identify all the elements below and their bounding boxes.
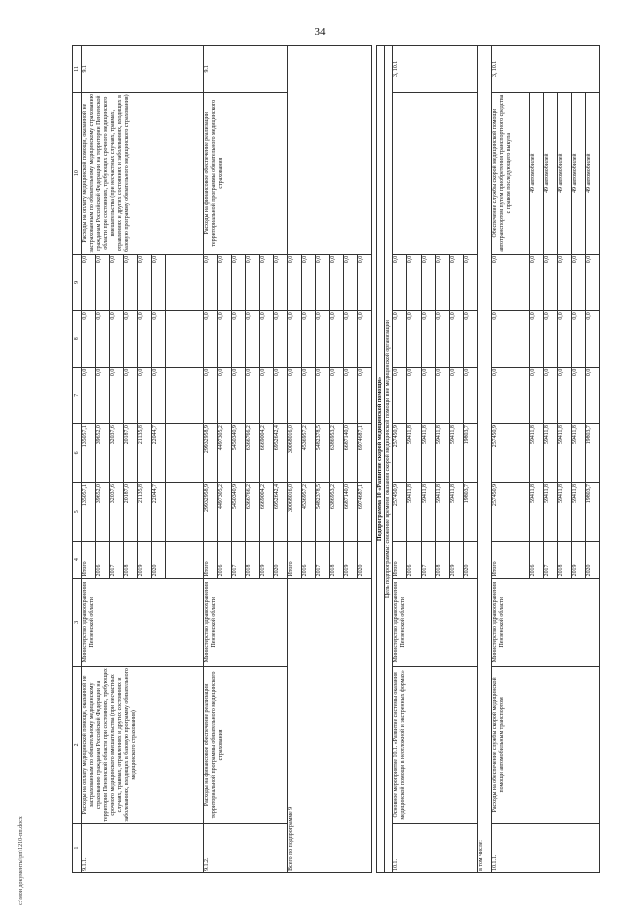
value: 5482378,5 (316, 423, 330, 482)
value: 0,0 (435, 254, 449, 310)
value: 0,0 (288, 367, 302, 423)
section-title-row (377, 46, 385, 873)
executor: Министерство здравоохранения Пензенской области (204, 578, 288, 666)
value: 6974687,1 (358, 423, 372, 482)
value: 22044,7 (152, 423, 166, 482)
value: 257450,9 (491, 423, 529, 482)
value: 0,0 (449, 254, 463, 310)
value: 59411,8 (435, 482, 449, 541)
table-row (491, 46, 529, 873)
year: Итого (288, 541, 302, 578)
col-header: 5 (73, 482, 82, 541)
value: 0,0 (138, 254, 152, 310)
value: 21135,8 (138, 482, 152, 541)
year: 2020 (358, 541, 372, 578)
value: 257450,9 (491, 482, 529, 541)
table-row (288, 46, 302, 873)
value: 0,0 (82, 254, 96, 310)
link: 3, 10.1 (393, 46, 477, 93)
including-label: в том числе: (477, 46, 491, 873)
value: 0,0 (204, 367, 218, 423)
row-number: 9.1.1. (82, 823, 204, 872)
value: 0,0 (358, 254, 372, 310)
value: 0,0 (571, 311, 585, 367)
value: 0,0 (421, 311, 435, 367)
value: 6687140,0 (344, 423, 358, 482)
subprogram-total-label: Всего по подпрограмме 9 (288, 578, 372, 872)
value: 135057,1 (82, 423, 96, 482)
value: 135057,1 (82, 482, 96, 541)
value: 0,0 (302, 367, 316, 423)
value: 0,0 (435, 367, 449, 423)
value: 6669004,2 (260, 482, 274, 541)
value: 29932958,9 (204, 423, 218, 482)
value: 0,0 (138, 367, 152, 423)
value: 0,0 (491, 254, 529, 310)
value: 59411,8 (571, 482, 585, 541)
value: 29932958,9 (204, 482, 218, 541)
link: 3, 10.1 (491, 46, 599, 93)
value: 0,0 (218, 254, 232, 310)
table-row (82, 46, 96, 873)
table-row (393, 46, 407, 873)
indicator-value: 49 автомобилей (543, 92, 557, 254)
value: 0,0 (529, 367, 543, 423)
year: 2020 (152, 541, 166, 578)
section-goal: Цель подпрограммы: снижение времени оказания скорой медицинской помощи вне медицинской организации (385, 46, 393, 873)
value: 0,0 (204, 311, 218, 367)
value: 0,0 (232, 254, 246, 310)
value: 20187,0 (124, 482, 138, 541)
value: 0,0 (124, 254, 138, 310)
value: 59411,8 (407, 423, 421, 482)
year: Итого (491, 541, 529, 578)
value: 257450,9 (393, 482, 407, 541)
year: 2016 (218, 541, 232, 578)
value: 4536957,2 (302, 482, 316, 541)
col-header: 3 (73, 578, 82, 666)
year: 2017 (232, 541, 246, 578)
value: 5482378,5 (316, 482, 330, 541)
value: 0,0 (274, 311, 288, 367)
col-header: 4 (73, 541, 82, 578)
value: 0,0 (421, 254, 435, 310)
year: 2020 (274, 541, 288, 578)
value: 0,0 (124, 367, 138, 423)
value: 0,0 (463, 311, 477, 367)
col-header: 2 (73, 666, 82, 823)
year: Итого (82, 541, 96, 578)
value: 32037,6 (110, 482, 124, 541)
value: 0,0 (463, 254, 477, 310)
value: 0,0 (463, 367, 477, 423)
value: 59411,8 (543, 482, 557, 541)
value: 21135,8 (138, 423, 152, 482)
value: 0,0 (529, 254, 543, 310)
value: 0,0 (557, 254, 571, 310)
value: 0,0 (260, 254, 274, 310)
value: 6669004,2 (260, 423, 274, 482)
value: 59411,8 (435, 423, 449, 482)
value: 6687140,0 (344, 482, 358, 541)
value: 0,0 (218, 311, 232, 367)
value: 0,0 (232, 367, 246, 423)
value: 0,0 (543, 367, 557, 423)
value: 0,0 (557, 367, 571, 423)
year: 2016 (96, 541, 110, 578)
year: 2019 (571, 541, 585, 578)
value: 0,0 (82, 311, 96, 367)
value: 0,0 (585, 367, 599, 423)
value: 0,0 (491, 311, 529, 367)
value: 59411,8 (449, 482, 463, 541)
value: 0,0 (407, 254, 421, 310)
value: 0,0 (288, 254, 302, 310)
year: Итого (204, 541, 218, 578)
file-path-footer: c:\мои документы\рп\1210-пп.docx (18, 816, 24, 905)
executor: Министерство здравоохранения Пензенской области (491, 578, 599, 666)
value: 59411,8 (407, 482, 421, 541)
col-header: 10 (73, 92, 82, 254)
value: 0,0 (232, 311, 246, 367)
year: 2018 (557, 541, 571, 578)
value: 0,0 (330, 367, 344, 423)
value: 6974687,1 (358, 482, 372, 541)
value: 0,0 (82, 367, 96, 423)
value: 5450340,9 (232, 482, 246, 541)
value: 59411,8 (421, 423, 435, 482)
value: 257450,9 (393, 423, 407, 482)
value: 0,0 (302, 254, 316, 310)
year: 2017 (543, 541, 557, 578)
value: 20187,0 (124, 423, 138, 482)
value: 0,0 (246, 254, 260, 310)
value: 59411,8 (421, 482, 435, 541)
executor: Министерство здравоохранения Пензенской области (82, 578, 204, 666)
rotated-table-container (72, 45, 600, 873)
value: 0,0 (110, 254, 124, 310)
indicator-value: 49 автомобилей (585, 92, 599, 254)
value: 0,0 (435, 311, 449, 367)
col-header: 9 (73, 254, 82, 310)
row-number: 9.1.2. (204, 823, 288, 872)
value: 59411,8 (543, 423, 557, 482)
value: 0,0 (393, 254, 407, 310)
value: 0,0 (152, 311, 166, 367)
indicator: Расходы на финансовое обеспечение реализации территориальной программы обязательного медицинского страхования (204, 92, 288, 254)
value: 5450340,9 (232, 423, 246, 482)
value: 0,0 (260, 311, 274, 367)
year: 2017 (110, 541, 124, 578)
value: 0,0 (407, 311, 421, 367)
executor: Министерство здравоохранения Пензенской области (393, 578, 477, 666)
value: 0,0 (96, 254, 110, 310)
value: 0,0 (585, 311, 599, 367)
value: 0,0 (585, 254, 599, 310)
value: 0,0 (302, 311, 316, 367)
year: 2019 (344, 541, 358, 578)
value: 4497305,2 (218, 423, 232, 482)
section-goal-row (385, 46, 393, 873)
value: 59411,8 (557, 423, 571, 482)
measure-name: Расходы на оплату медицинской помощи, оказанной не застрахованным по обязательному медицинскому страхованию гражданам Российской Федерации на территории Пензенской области при состояниях, требующих срочного медицинского вмешательства (при несчастных случаях, травмах, отравлениях и других состояниях и заболеваниях, входящих в базовую программу обязательного медицинского страхования) (82, 666, 204, 823)
value: 19803,7 (463, 423, 477, 482)
including-row (477, 46, 491, 873)
value: 30068016,0 (288, 423, 302, 482)
year: 2018 (435, 541, 449, 578)
value: 0,0 (358, 311, 372, 367)
value: 4497305,2 (218, 482, 232, 541)
value: 59411,8 (529, 423, 543, 482)
value: 0,0 (449, 367, 463, 423)
value: 39652,0 (96, 423, 110, 482)
value: 0,0 (152, 367, 166, 423)
indicator-value: 49 автомобилей (557, 92, 571, 254)
value: 6366766,2 (246, 482, 260, 541)
link: 9.1 (82, 46, 204, 93)
col-header: 8 (73, 311, 82, 367)
value: 19803,7 (463, 482, 477, 541)
value: 0,0 (393, 367, 407, 423)
row-number: 10.1. (393, 823, 477, 872)
value: 32037,6 (110, 423, 124, 482)
value: 0,0 (152, 254, 166, 310)
indicator-value: 49 автомобилей (529, 92, 543, 254)
value: 30068016,0 (288, 482, 302, 541)
row-number: 10.1.1. (491, 823, 599, 872)
measure-name: Расходы на обеспечение службы скорой медицинской помощи автомобильным транспортом (491, 666, 599, 823)
value: 0,0 (358, 367, 372, 423)
value: 0,0 (96, 367, 110, 423)
value: 59411,8 (557, 482, 571, 541)
value: 0,0 (557, 311, 571, 367)
col-header: 7 (73, 367, 82, 423)
value: 4536957,2 (302, 423, 316, 482)
year: 2016 (302, 541, 316, 578)
value: 0,0 (344, 254, 358, 310)
value: 0,0 (330, 254, 344, 310)
value: 0,0 (274, 254, 288, 310)
value: 0,0 (407, 367, 421, 423)
year: 2017 (421, 541, 435, 578)
value: 0,0 (246, 311, 260, 367)
value: 0,0 (138, 311, 152, 367)
value: 39652,0 (96, 482, 110, 541)
value: 6952642,4 (274, 423, 288, 482)
value: 59411,8 (449, 423, 463, 482)
value: 0,0 (288, 311, 302, 367)
value: 0,0 (316, 367, 330, 423)
value: 0,0 (344, 311, 358, 367)
value: 0,0 (316, 254, 330, 310)
value: 0,0 (204, 254, 218, 310)
value: 0,0 (110, 311, 124, 367)
value: 6366766,2 (246, 423, 260, 482)
link: 9.1 (204, 46, 288, 93)
year: 2019 (449, 541, 463, 578)
value: 0,0 (449, 311, 463, 367)
value: 0,0 (316, 311, 330, 367)
value: 6386953,2 (330, 482, 344, 541)
value: 59411,8 (529, 482, 543, 541)
value: 19803,7 (585, 482, 599, 541)
value: 0,0 (393, 311, 407, 367)
year: 2019 (260, 541, 274, 578)
value: 0,0 (218, 367, 232, 423)
indicator: Обеспечение службы скорой медицинской помощи автотранспортом путем приобретения транспортного средства с правом последующего выкупа (491, 92, 529, 254)
year: 2020 (585, 541, 599, 578)
value: 0,0 (110, 367, 124, 423)
value: 0,0 (543, 254, 557, 310)
value: 22044,7 (152, 482, 166, 541)
value: 0,0 (260, 367, 274, 423)
value: 0,0 (274, 367, 288, 423)
value: 0,0 (543, 311, 557, 367)
col-header: 6 (73, 423, 82, 482)
value: 6386953,2 (330, 423, 344, 482)
col-header: 1 (73, 823, 82, 872)
indicator-value: 49 автомобилей (571, 92, 585, 254)
value: 0,0 (571, 254, 585, 310)
page-number: 34 (314, 26, 326, 38)
col-header: 11 (73, 46, 82, 93)
column-numbers-row (73, 46, 82, 873)
value: 0,0 (124, 311, 138, 367)
year: 2018 (124, 541, 138, 578)
value: 0,0 (330, 311, 344, 367)
year: 2020 (463, 541, 477, 578)
section-title: Подпрограмма 10 «Развитие скорой медицинской помощи» (377, 46, 385, 873)
indicator: Расходы на оплату медицинской помощи, оказанной не застрахованным по обязательному медицинскому страхованию гражданам Российской Федерации на территории Пензенской области при состояниях, требующих срочного медицинского вмешательства (при несчастных случаях, травмах, отравлениях и других состояниях и заболеваниях, входящих в базовую программу обязательного медицинского страхования) (82, 92, 204, 254)
year: 2018 (330, 541, 344, 578)
value: 0,0 (571, 367, 585, 423)
year: 2019 (138, 541, 152, 578)
year: 2018 (246, 541, 260, 578)
year: 2016 (529, 541, 543, 578)
value: 0,0 (96, 311, 110, 367)
measure-name: Основное мероприятие 10.1. «Развитие системы оказания медицинской помощи в неотложной и экстренных формах» (393, 666, 477, 823)
table-row (204, 46, 218, 873)
value: 0,0 (529, 311, 543, 367)
year: 2016 (407, 541, 421, 578)
year: 2017 (316, 541, 330, 578)
value: 0,0 (421, 367, 435, 423)
value: 0,0 (344, 367, 358, 423)
value: 19803,7 (585, 423, 599, 482)
value: 59411,8 (571, 423, 585, 482)
value: 6952642,4 (274, 482, 288, 541)
measure-name: Расходы на финансовое обеспечение реализации территориальной программы обязательного медицинского страхования (204, 666, 288, 823)
value: 0,0 (491, 367, 529, 423)
value: 0,0 (246, 367, 260, 423)
year: Итого (393, 541, 407, 578)
program-table (72, 45, 600, 873)
